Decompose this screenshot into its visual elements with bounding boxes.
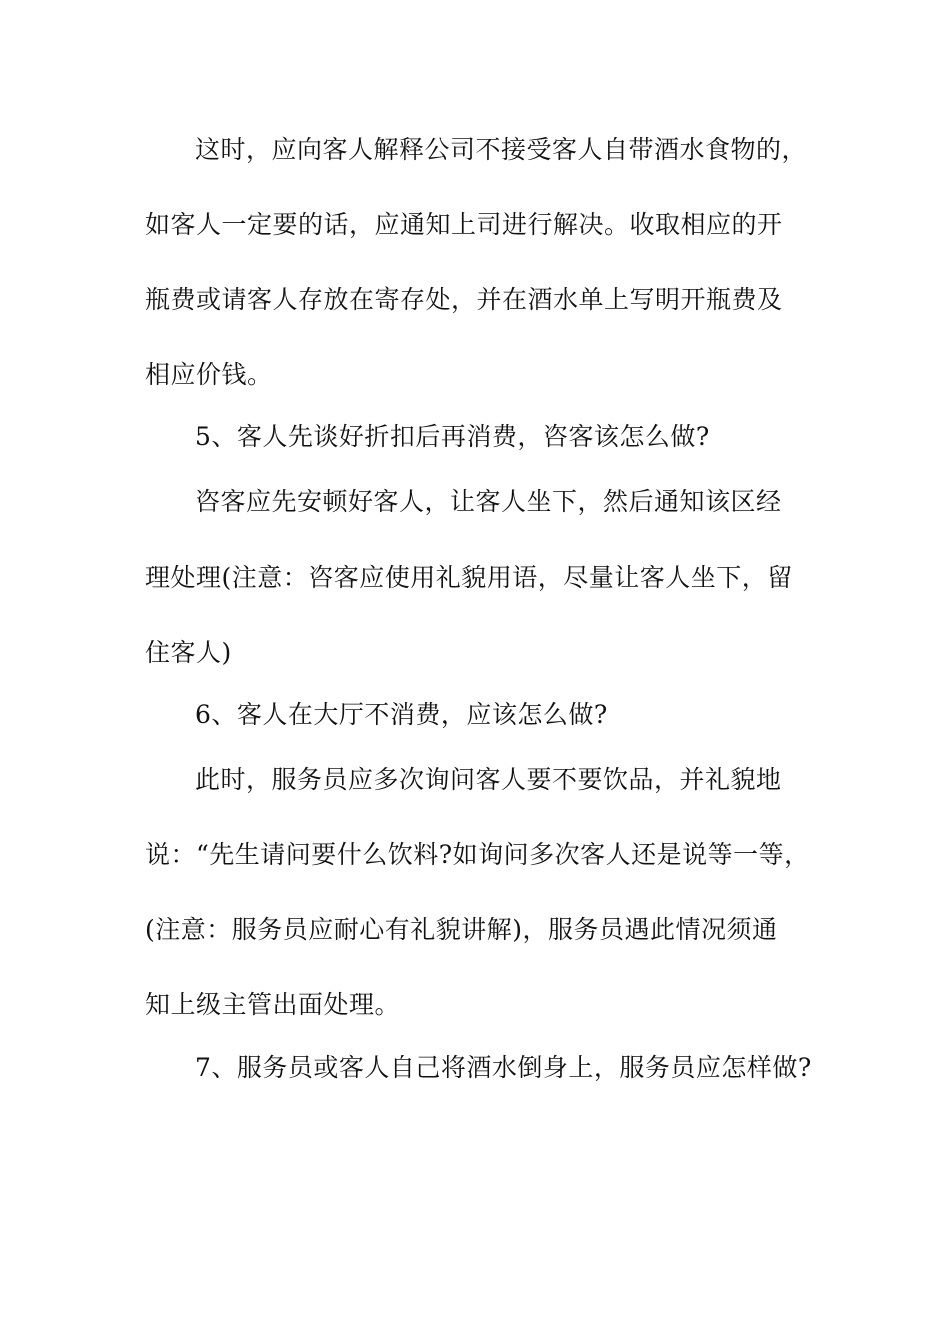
question-6-heading: 6、客人在大厅不消费，应该怎么做? xyxy=(195,700,608,729)
paragraph-line-3: 瓶费或请客人存放在寄存处，并在酒水单上写明开瓶费及 xyxy=(145,285,783,314)
question-5-heading: 5、客人先谈好折扣后再消费，咨客该怎么做? xyxy=(195,422,710,451)
paragraph-line-1: 这时，应向客人解释公司不接受客人自带酒水食物的， xyxy=(195,135,808,164)
paragraph-line-11: 说：“先生请问要什么饮料?如询问多次客人还是说等一等， xyxy=(145,840,810,869)
paragraph-line-12: (注意：服务员应耐心有礼貌讲解)，服务员遇此情况须通 xyxy=(145,915,778,944)
question-7-heading: 7、服务员或客人自己将酒水倒身上，服务员应怎样做? xyxy=(195,1053,812,1082)
paragraph-line-10: 此时，服务员应多次询问客人要不要饮品，并礼貌地 xyxy=(195,765,782,794)
paragraph-line-8: 住客人) xyxy=(145,638,232,667)
paragraph-line-4: 相应价钱。 xyxy=(145,360,273,389)
paragraph-line-7: 理处理(注意：咨客应使用礼貌用语，尽量让客人坐下，留 xyxy=(145,563,793,592)
paragraph-line-2: 如客人一定要的话，应通知上司进行解决。收取相应的开 xyxy=(145,210,783,239)
paragraph-line-6: 咨客应先安顿好客人，让客人坐下，然后通知该区经 xyxy=(195,487,782,516)
paragraph-line-13: 知上级主管出面处理。 xyxy=(145,990,401,1019)
